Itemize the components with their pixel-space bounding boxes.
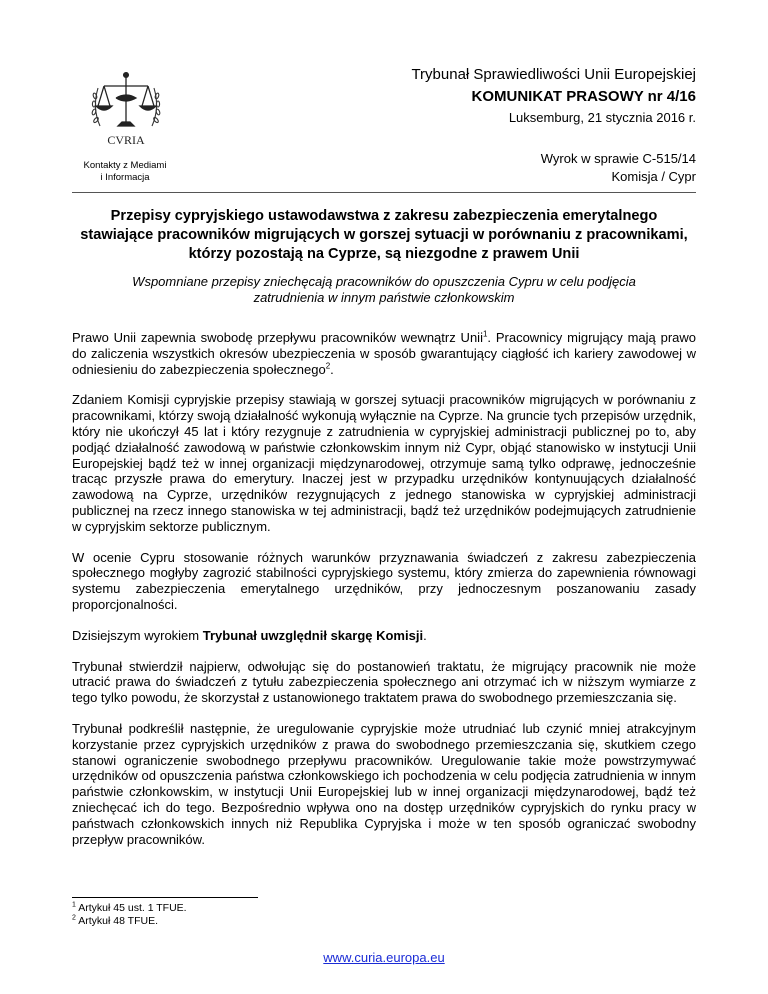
case-number: Wyrok w sprawie C-515/14 bbox=[540, 151, 696, 166]
court-name: Trybunał Sprawiedliwości Unii Europejskiej bbox=[411, 66, 696, 83]
contacts-line1: Kontakty z Mediami bbox=[83, 160, 167, 171]
ruling-emphasis: Trybunał uwzględnił skargę Komisji bbox=[202, 627, 424, 643]
paragraph-1: Prawo Unii zapewnia swobodę przepływu pracowników wewnątrz Unii$^1$. Pracownicy migrujący mają prawo do zaliczenia wszystkich okresów ubezpieczenia w sposób gwarantujący ciągłość ich kariery zawodowej w odniesieniu do zabezpieczenia społecznego$^2$. bbox=[72, 329, 696, 377]
footnote-divider bbox=[72, 897, 258, 898]
footnote-ref-1[interactable]: 1 bbox=[482, 329, 488, 339]
headline: Przepisy cypryjskiego ustawodawstwa z zakresu zabezpieczenia emerytalnego stawiające pracowników migrujących w gorszej sytuacji w porównaniu z pracownikami, którzy pozostają na Cyprze, są niezgodne z prawem Unii bbox=[80, 208, 688, 262]
footnote-1: $^1$ Artykuł 45 ust. 1 TFUE. bbox=[72, 901, 187, 914]
footer bbox=[0, 950, 768, 965]
footnote-2: $^2$ Artykuł 48 TFUE. bbox=[72, 914, 158, 927]
article-body bbox=[72, 330, 696, 862]
contacts-block bbox=[50, 160, 200, 184]
footnotes bbox=[72, 902, 187, 927]
scales-of-justice-icon bbox=[96, 73, 156, 126]
header-divider bbox=[72, 192, 696, 193]
paragraph-6: Trybunał podkreślił następnie, że uregulowanie cypryjskie może utrudniać lub czynić mniej atrakcyjnym korzystanie przez cypryjskich urzędników z prawa do swobodnego przemieszczania się, skutkiem czego stanowi ograniczenie swobodnego przepływu pracowników. Uregulowanie takie może powstrzymywać urzędników od opuszczenia państwa członkowskiego ich pochodzenia w celu podjęcia zatrudnienia w innym państwie członkowskim, w instytucji Unii Europejskiej lub w innej organizacji międzynarodowej, bądź też zniechęcać ich do tego. Bezpośrednio wpływa ono na dostęp urzędników cypryjskich do rynku pracy w państwach członkowskich innych niż Republika Cypryjska i może w ten sposób ograniczać swobodny przepływ pracowników. bbox=[72, 720, 696, 847]
paragraph-4: Dzisiejszym wyrokiem Trybunał uwzględnił skargę Komisji. bbox=[72, 627, 427, 643]
footnote-ref-2[interactable]: 2 bbox=[325, 361, 331, 371]
curia-wordmark: CVRIA bbox=[107, 133, 145, 147]
subtitle: Wspomniane przepisy zniechęcają pracowników do opuszczenia Cypru w celu podjęcia zatrudnienia w innym państwie członkowskim bbox=[132, 274, 636, 305]
paragraph-3: W ocenie Cypru stosowanie różnych warunków przyznawania świadczeń z zakresu zabezpieczenia społecznego mogłyby zagrozić stabilności cypryjskiego systemu, który zmierza do zapewnienia równowagi systemu zabezpieczenia emerytalnego urzędników, przy jednoczesnym poszanowaniu zasady proporcjonalności. bbox=[72, 549, 696, 612]
case-parties: Komisja / Cypr bbox=[611, 169, 696, 184]
website-link[interactable]: www.curia.europa.eu bbox=[323, 950, 445, 965]
paragraph-2: Zdaniem Komisji cypryjskie przepisy stawiają w gorszej sytuacji pracowników migrujących w porównaniu z pracownikami, którzy swoją działalność wykonują wyłącznie na Cyprze. Na gruncie tych przepisów urzędnik, który nie ukończył 45 lat i który rezygnuje z zatrudnienia w cypryjskiej administracji publicznej po to, aby podjąć działalność zawodową w państwie członkowskim innym niż Cypr, objąć stanowisko w instytucji Unii Europejskiej bądź też w innej organizacji międzynarodowej, otrzymuje samą tylko odprawę, jednocześnie tracąc przyszłe prawa do emerytury. Inaczej jest w przypadku urzędników kontynuujących działalność zawodową na Cyprze, urzędników rezygnujących z jednego stanowiska w cypryjskiej administracji publicznej na rzecz innego stanowiska w tej administracji, bądź też urzędników podejmujących zatrudnienie w cypryjskim sektorze publicznym. bbox=[72, 392, 696, 534]
contacts-line2: i Informacja bbox=[100, 172, 150, 183]
paragraph-5: Trybunał stwierdził najpierw, odwołując się do postanowień traktatu, że migrujący pracownik nie może utracić prawa do świadczeń z tytułu zabezpieczenia społecznego ani otrzymać ich w niższym wymiarze z tego tylko powodu, że skorzystał z ustanowionego traktatem prawa do swobodnego przemieszczania się. bbox=[72, 658, 696, 706]
curia-logo bbox=[88, 68, 164, 154]
release-date: Luksemburg, 21 stycznia 2016 r. bbox=[508, 110, 696, 125]
case-info bbox=[541, 150, 696, 186]
press-release-number: KOMUNIKAT PRASOWY nr 4/16 bbox=[471, 88, 696, 105]
